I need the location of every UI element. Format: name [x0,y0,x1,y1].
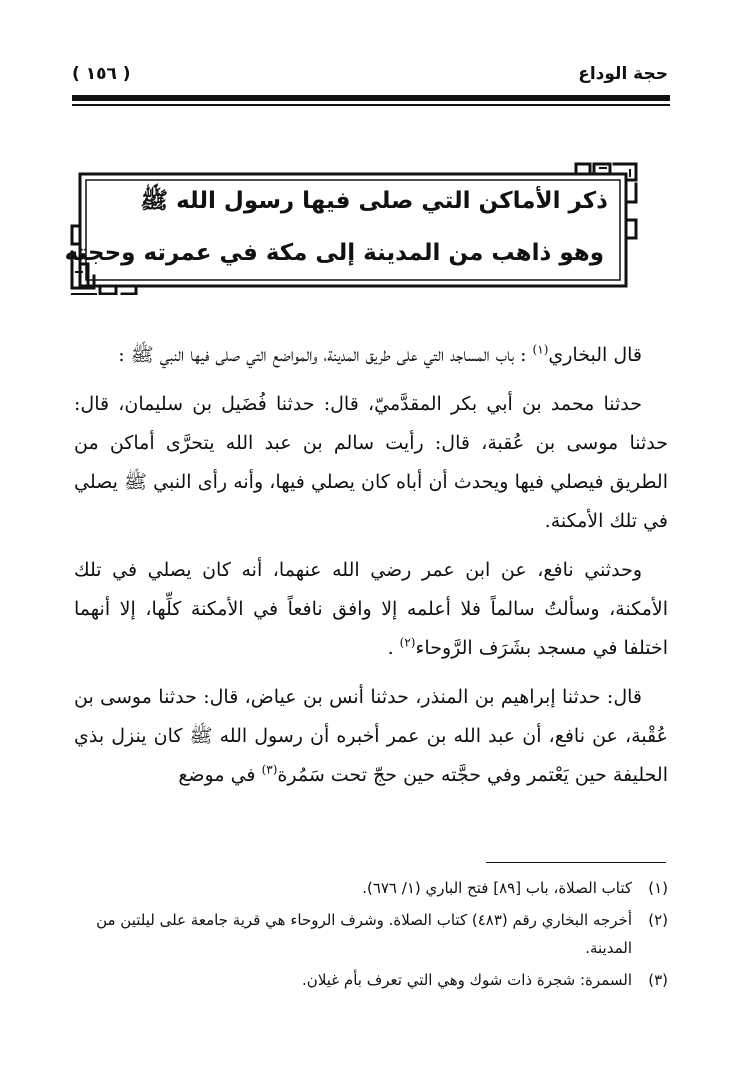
paragraph-1 [74,336,668,375]
footnote-number: (٣) [648,971,668,989]
ornamental-border-icon [64,160,644,295]
chapter-title-frame [64,160,644,295]
footnote-text: أخرجه البخاري رقم (٤٨٣) كتاب الصلاة. وشرف الروحاء هي قرية جامعة على ليلتين من المدينة. [96,911,632,957]
footnote-text: كتاب الصلاة، باب [٨٩] فتح الباري (١/ ٦٧٦). [362,879,632,897]
paragraph-3-end: . [387,637,400,659]
footnote-ref-1[interactable]: (١) [532,342,549,357]
paragraph-4-start: قال: حدثنا إبراهيم بن المنذر، حدثنا أنس بن عياض، قال: حدثنا موسى بن عُقْبة، عن نافع، أن عبد الله بن عمر أخبره أن رسول الله ﷺ كان ينزل بذي الحليفة حين يَعْتمر وفي حجَّته حين حجّ تحت سَمُرة [74,686,668,786]
paragraph-4-end: في موضع [178,764,262,786]
paragraph-2: حدثنا محمد بن أبي بكر المقدَّميّ، قال: حدثنا فُضَيل بن سليمان، قال: حدثنا موسى بن عُقبة، قال: رأيت سالم بن عبد الله يتحرَّى أماكن من الطريق فيصلي فيها ويحدث أن أباه كان يصلي فيها، وأنه رأى النبي ﷺ يصلي في تلك الأمكنة. [74,393,668,532]
page-number: ( ١٥٦ ) [72,64,131,84]
chapter-title-line-1: ذكر الأماكن التي صلى فيها رسول الله ﷺ [140,188,608,214]
footnote-rule [486,862,666,863]
paragraph-3-start: وحدثني نافع، عن ابن عمر رضي الله عنهما، أنه كان يصلي في تلك الأمكنة، وسألتُ سالماً فلا أعلمه إلا وافق نافعاً في الأمكنة كلِّها، إلا أنهما اختلفا في مسجد بشَرَف الرَّوحاء [74,559,668,659]
paragraph-4 [74,678,668,795]
footnote-text: السمرة: شجرة ذات شوك وهي التي تعرف بأم غيلان. [302,971,632,989]
footnote [74,966,668,994]
footnote-ref-2[interactable]: (٢) [399,635,416,650]
footnote-number: (١) [648,879,668,897]
chapter-title-line-2: وهو ذاهب من المدينة إلى مكة في عمرته وحجته [64,240,604,266]
footnote [74,874,668,902]
book-title: حجة الوداع [578,64,668,84]
paragraph-3 [74,551,668,668]
header-rule-thin [72,104,670,106]
footnote-number: (٢) [648,911,668,929]
header-rule-thick [72,95,670,101]
paragraph-1-end: : باب المساجد التي على طريق المدينة، والمواضع التي صلى فيها النبي ﷺ : [118,344,533,366]
footnote-ref-3[interactable]: (٣) [261,762,278,777]
paragraph-1-start: قال البخاري [548,344,642,366]
footnote [74,906,668,962]
footnotes [74,874,668,998]
body-text [74,336,668,805]
running-header [72,62,668,90]
